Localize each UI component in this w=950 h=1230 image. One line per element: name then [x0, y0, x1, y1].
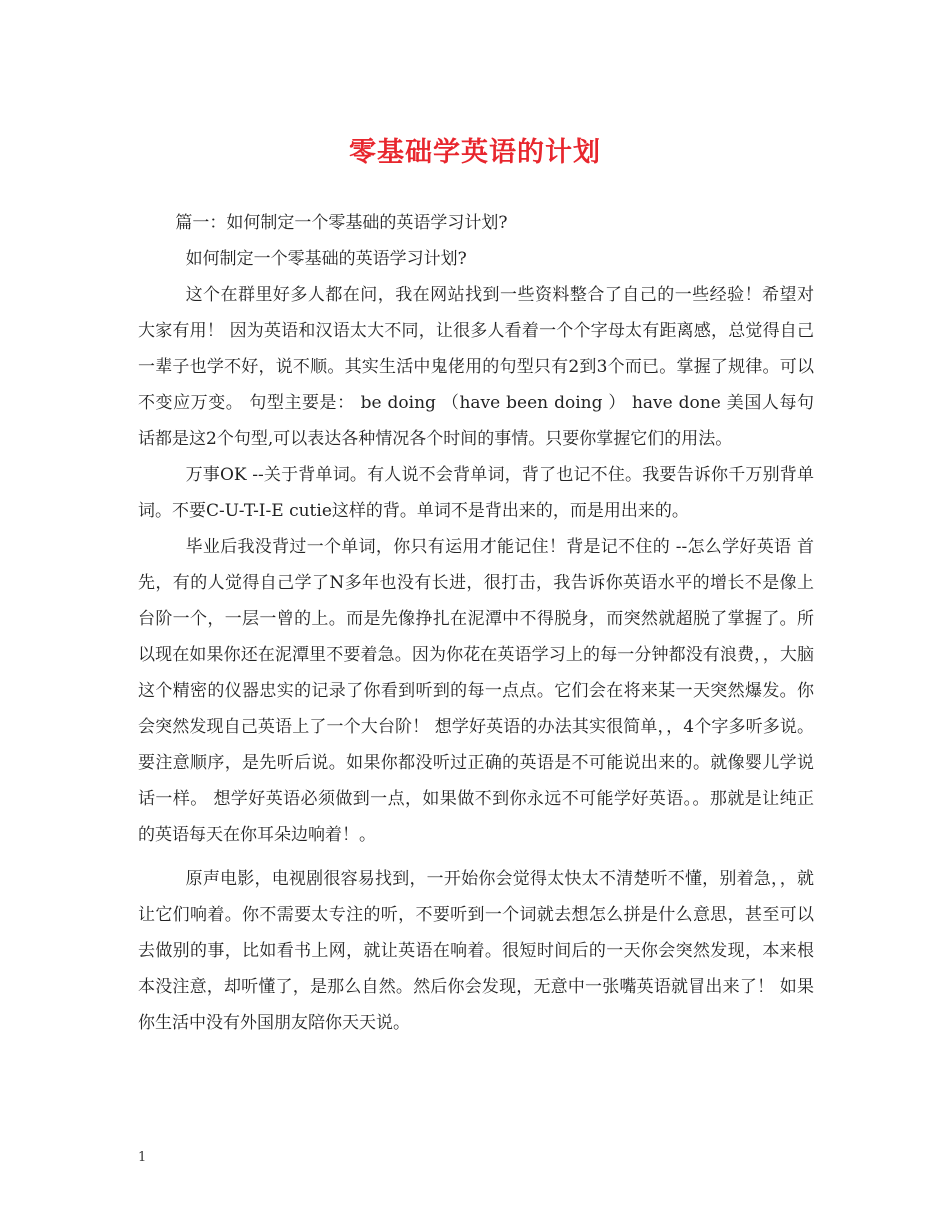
document-title: 零基础学英语的计划 [349, 137, 601, 168]
body-paragraph-1: 这个在群里好多人都在问，我在网站找到一些资料整合了自己的一些经验！希望对大家有用！ 因为英语和汉语太大不同，让很多人看着一个个字母太有距离感，总觉得自己一辈子也学不好，说不顺。其实生活中鬼佬用的句型只有2到3个而已。掌握了规律。可以不变应万变。 句型主要是： be doing （have been doing ） have done 美国人每句话都是这2个句型,可以表达各种情况各个时间的事情。只要你掌握它们的用法。 [138, 285, 814, 449]
document-body [138, 205, 814, 1041]
page-number: 1 [138, 1150, 147, 1165]
body-paragraph-3: 毕业后我没背过一个单词，你只有运用才能记住！背是记不住的 --怎么学好英语 首先，有的人觉得自己学了N多年也没有长进，很打击，我告诉你英语水平的增长不是像上台阶一个，一层一曾的上。而是先像挣扎在泥潭中不得脱身，而突然就超脱了掌握了。所以现在如果你还在泥潭里不要着急。因为你花在英语学习上的每一分钟都没有浪费，，大脑这个精密的仪器忠实的记录了你看到听到的每一点点。它们会在将来某一天突然爆发。你会突然发现自己英语上了一个大台阶！ 想学好英语的办法其实很简单，，4个字多听多说。要注意顺序，是先听后说。如果你都没听过正确的英语是不可能说出来的。就像婴儿学说话一样。 想学好英语必须做到一点，如果做不到你永远不可能学好英语。。那就是让纯正的英语每天在你耳朵边响着！。 [138, 537, 814, 845]
body-paragraph-4: 原声电影，电视剧很容易找到，一开始你会觉得太快太不清楚听不懂，别着急，，就让它们响着。你不需要太专注的听，不要听到一个词就去想怎么拼是什么意思，甚至可以去做别的事，比如看书上网，就让英语在响着。很短时间后的一天你会突然发现，本来根本没注意，却听懂了，是那么自然。然后你会发现，无意中一张嘴英语就冒出来了！ 如果你生活中没有外国朋友陪你天天说。 [138, 869, 814, 1033]
body-paragraph-2: 万事OK --关于背单词。有人说不会背单词，背了也记不住。我要告诉你千万别背单词。不要C-U-T-I-E cutie这样的背。单词不是背出来的，而是用出来的。 [138, 465, 814, 521]
section-subheading: 如何制定一个零基础的英语学习计划? [185, 249, 467, 269]
section-heading: 篇一：如何制定一个零基础的英语学习计划? [175, 213, 508, 233]
